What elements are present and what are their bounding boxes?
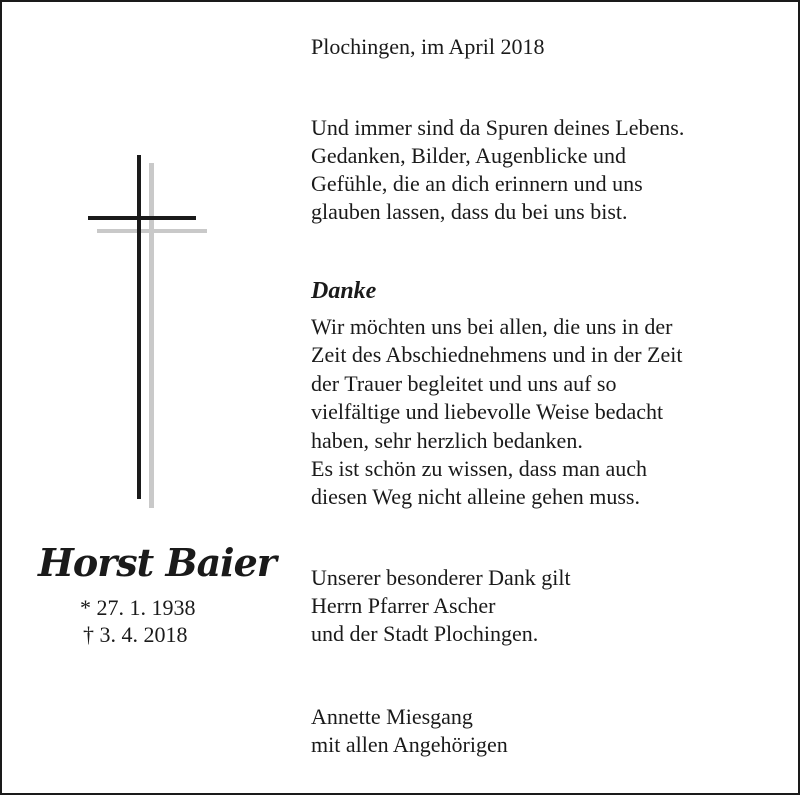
poem-line: Und immer sind da Spuren deines Lebens. <box>311 115 685 140</box>
thanks-heading: Danke <box>311 278 377 304</box>
thanks-line: Es ist schön zu wissen, dass man auch <box>311 456 648 482</box>
thanks-line: haben, sehr herzlich bedanken. <box>311 427 583 453</box>
birth-date: * 27. 1. 1938 <box>80 595 196 620</box>
signature <box>311 703 791 759</box>
special-thanks-line: Herrn Pfarrer Ascher <box>311 593 496 618</box>
special-thanks-line: und der Stadt Plochingen. <box>311 621 539 646</box>
thanks-line: vielfältige und liebevolle Weise bedacht <box>311 399 664 425</box>
special-thanks-line: Unserer besonderer Dank gilt <box>311 565 571 590</box>
poem-line: glauben lassen, dass du bei uns bist. <box>311 199 628 224</box>
thanks-line: diesen Weg nicht alleine gehen muss. <box>311 484 640 510</box>
poem-line: Gedanken, Bilder, Augenblicke und <box>311 143 626 168</box>
cross-vertical-bar <box>137 155 141 499</box>
poem <box>311 114 791 226</box>
place-date-line: Plochingen, im April 2018 <box>311 34 545 59</box>
death-date: † 3. 4. 2018 <box>83 622 188 647</box>
thanks-text <box>311 313 791 512</box>
signature-line: mit allen Angehörigen <box>311 732 508 757</box>
cross-horizontal-bar <box>88 216 196 220</box>
thanks-line: Wir möchten uns bei allen, die uns in der <box>311 314 673 339</box>
place-date <box>311 33 791 61</box>
life-dates <box>80 594 220 648</box>
thanks-line: Zeit des Abschiednehmens und in der Zeit <box>311 342 683 368</box>
cross-shadow-horizontal <box>97 229 207 233</box>
deceased-name: Horst Baier <box>38 540 276 585</box>
thanks-line: der Trauer begleitet und uns auf so <box>311 370 617 396</box>
poem-line: Gefühle, die an dich erinnern und uns <box>311 171 643 196</box>
signature-line: Annette Miesgang <box>311 704 473 729</box>
special-thanks <box>311 564 791 648</box>
cross-shadow-vertical <box>149 163 154 508</box>
